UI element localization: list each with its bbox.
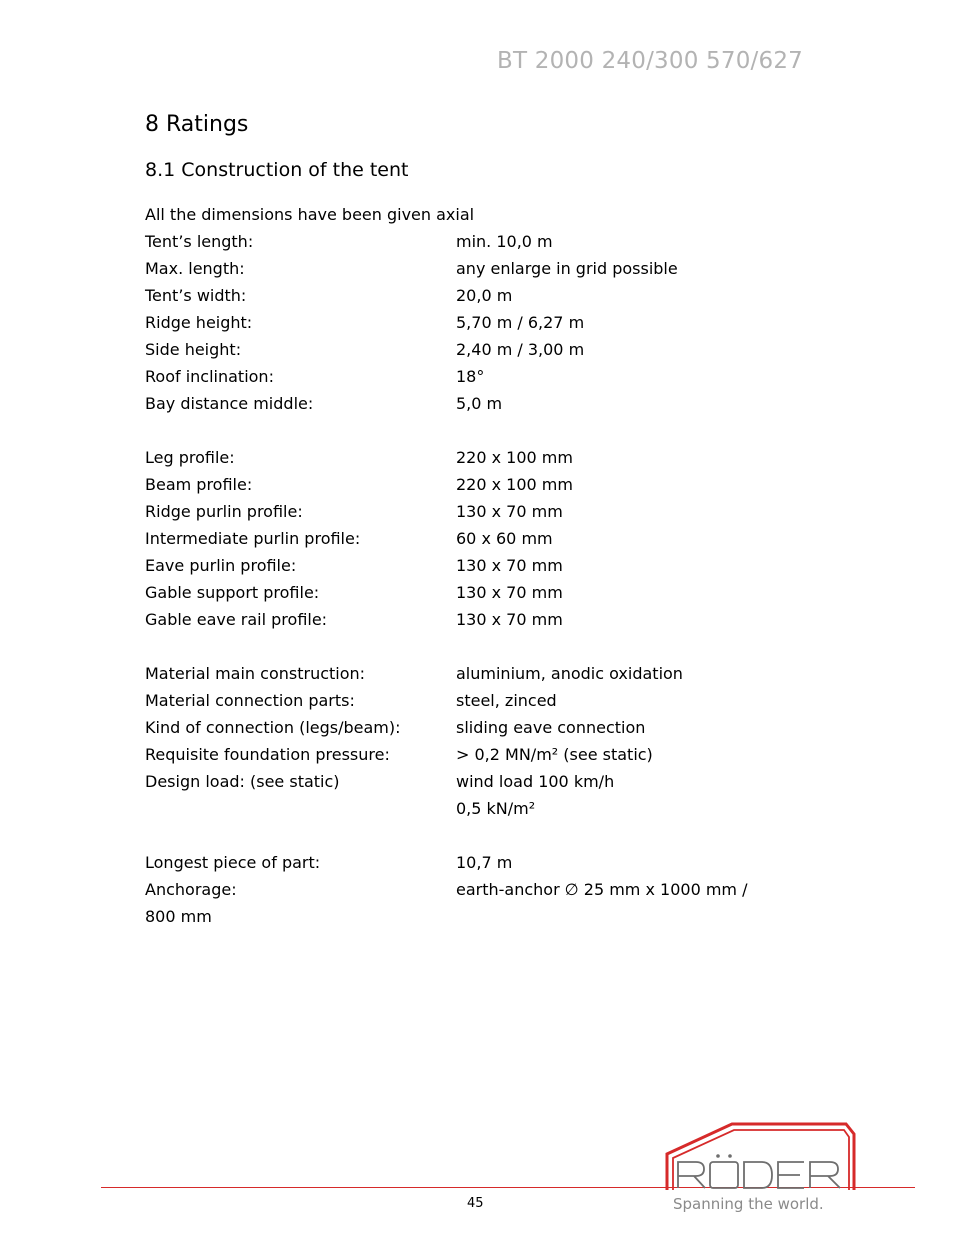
spec-row: [145, 390, 825, 417]
spec-label: Tent’s width:: [145, 286, 247, 305]
spec-row: [145, 228, 825, 255]
spec-row: [145, 444, 825, 471]
spec-label: Roof inclination:: [145, 367, 274, 386]
logo-slogan: Spanning the world.: [673, 1195, 824, 1213]
spec-row: [145, 552, 825, 579]
spec-row: [145, 903, 825, 930]
spec-label: Tent’s length:: [145, 232, 254, 251]
spec-label: Anchorage:: [145, 880, 237, 899]
spec-value: 5,0 m: [456, 394, 503, 413]
spec-value: earth-anchor ∅ 25 mm x 1000 mm /: [456, 880, 748, 899]
spec-row: [145, 525, 825, 552]
subsection-heading: 8.1 Construction of the tent: [145, 159, 409, 181]
section-heading: 8 Ratings: [145, 112, 249, 137]
spec-value: 18°: [456, 367, 485, 386]
spec-label: Gable eave rail profile:: [145, 610, 328, 629]
spec-value: 5,70 m / 6,27 m: [456, 313, 585, 332]
spec-label: Material main construction:: [145, 664, 366, 683]
spec-label: Max. length:: [145, 259, 245, 278]
spec-label: Beam profile:: [145, 475, 253, 494]
spec-row: [145, 849, 825, 876]
spec-row: [145, 660, 825, 687]
spec-row: [145, 309, 825, 336]
spec-row: [145, 363, 825, 390]
intro-text: All the dimensions have been given axial: [145, 205, 475, 224]
spec-row: [145, 876, 825, 903]
spec-label: Design load: (see static): [145, 772, 340, 791]
spec-label: Ridge height:: [145, 313, 253, 332]
spec-table: [145, 228, 825, 930]
roder-logo: [664, 1120, 864, 1220]
spec-row-spacer: [145, 822, 825, 849]
spec-row: [145, 282, 825, 309]
roder-logo-mark-icon: [664, 1120, 864, 1195]
spec-label: Leg profile:: [145, 448, 235, 467]
spec-label: Gable support profile:: [145, 583, 320, 602]
spec-label: Requisite foundation pressure:: [145, 745, 390, 764]
spec-value: 220 x 100 mm: [456, 475, 573, 494]
spec-value: any enlarge in grid possible: [456, 259, 678, 278]
spec-row: [145, 714, 825, 741]
spec-value: min. 10,0 m: [456, 232, 553, 251]
spec-label: Material connection parts:: [145, 691, 355, 710]
spec-label: Intermediate purlin profile:: [145, 529, 361, 548]
spec-row-spacer: [145, 633, 825, 660]
spec-row: [145, 579, 825, 606]
spec-value: 130 x 70 mm: [456, 610, 563, 629]
spec-label: Ridge purlin profile:: [145, 502, 303, 521]
document-title: BT 2000 240/300 570/627: [497, 48, 803, 74]
spec-row: [145, 741, 825, 768]
spec-value: 130 x 70 mm: [456, 502, 563, 521]
spec-row: [145, 768, 825, 795]
spec-value: 20,0 m: [456, 286, 513, 305]
spec-label: Eave purlin profile:: [145, 556, 297, 575]
spec-row: [145, 255, 825, 282]
spec-value: 0,5 kN/m²: [456, 799, 536, 818]
page-number: 45: [467, 1196, 484, 1211]
spec-row: [145, 606, 825, 633]
spec-label: Bay distance middle:: [145, 394, 314, 413]
spec-value: > 0,2 MN/m² (see static): [456, 745, 653, 764]
spec-label: Longest piece of part:: [145, 853, 321, 872]
spec-value: steel, zinced: [456, 691, 557, 710]
spec-row-spacer: [145, 417, 825, 444]
spec-value: aluminium, anodic oxidation: [456, 664, 683, 683]
spec-value: 130 x 70 mm: [456, 556, 563, 575]
spec-row: [145, 795, 825, 822]
spec-value: 60 x 60 mm: [456, 529, 553, 548]
spec-row: [145, 687, 825, 714]
spec-row: [145, 336, 825, 363]
spec-value: 220 x 100 mm: [456, 448, 573, 467]
spec-label: Side height:: [145, 340, 242, 359]
spec-value: sliding eave connection: [456, 718, 646, 737]
spec-label: 800 mm: [145, 907, 212, 926]
spec-row: [145, 471, 825, 498]
spec-value: 10,7 m: [456, 853, 513, 872]
spec-label: Kind of connection (legs/beam):: [145, 718, 401, 737]
spec-value: wind load 100 km/h: [456, 772, 615, 791]
spec-value: 130 x 70 mm: [456, 583, 563, 602]
spec-value: 2,40 m / 3,00 m: [456, 340, 585, 359]
spec-row: [145, 498, 825, 525]
